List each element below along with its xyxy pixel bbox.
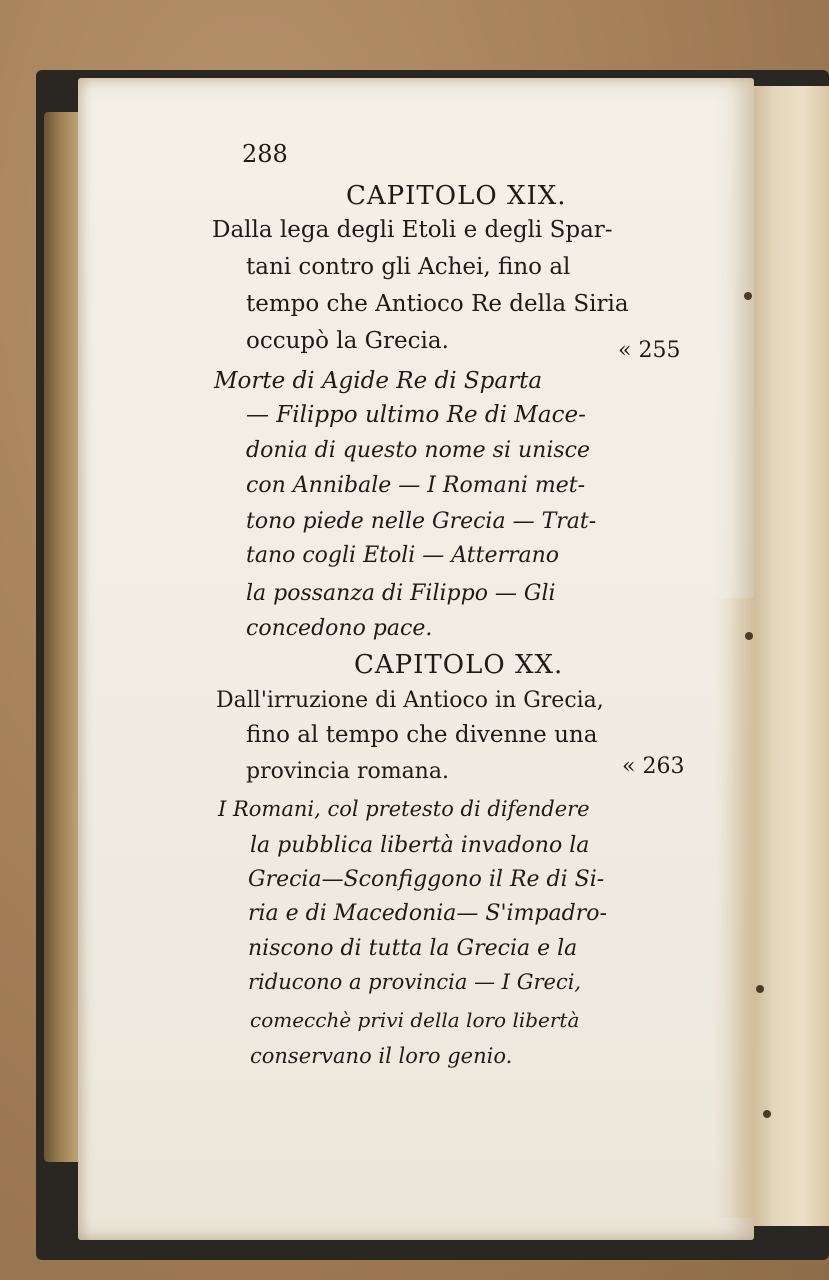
chapter-summary-line: la possanza di Filippo — Gli (246, 581, 556, 606)
chapter-summary-line: comecchè privi della loro libertà (250, 1008, 580, 1032)
chapter-page-ref: « 263 (622, 754, 685, 779)
page-stain (714, 598, 754, 1218)
binding-stitch (763, 1110, 771, 1118)
chapter-page-ref: « 255 (618, 338, 681, 363)
chapter-summary-line: I Romani, col pretesto di difendere (218, 797, 590, 821)
chapter-summary-line: conservano il loro genio. (250, 1044, 513, 1068)
chapter-summary-line: Grecia—Sconfiggono il Re di Si- (248, 867, 605, 892)
chapter-title-line: provincia romana. (246, 759, 449, 784)
chapter-summary-line: concedono pace. (246, 616, 433, 641)
chapter-heading: CAPITOLO XIX. (346, 181, 567, 211)
chapter-summary-line: — Filippo ultimo Re di Mace- (246, 402, 586, 428)
binding-stitch (744, 292, 752, 300)
chapter-summary-line: riducono a provincia — I Greci, (248, 970, 582, 994)
chapter-summary-line: la pubblica libertà invadono la (250, 833, 590, 858)
chapter-title-line: tani contro gli Achei, fino al (246, 254, 571, 280)
chapter-title-line: Dall'irruzione di Antioco in Grecia, (216, 688, 604, 713)
chapter-summary-line: donia di questo nome si unisce (246, 438, 591, 463)
chapter-title-line: occupò la Grecia. (246, 328, 449, 354)
chapter-summary-line: niscono di tutta la Grecia e la (248, 936, 578, 961)
chapter-title-line: fino al tempo che divenne una (246, 722, 598, 748)
chapter-summary-line: con Annibale — I Romani met- (246, 473, 586, 498)
chapter-title-line: tempo che Antioco Re della Siria (246, 291, 629, 317)
binding-stitch (745, 632, 753, 640)
chapter-summary-line: tono piede nelle Grecia — Trat- (246, 509, 597, 534)
binding-stitch (756, 985, 764, 993)
facing-page-edge (744, 86, 829, 1226)
chapter-summary-line: ria e di Macedonia— S'impadro- (248, 901, 607, 926)
chapter-summary-line: Morte di Agide Re di Sparta (214, 368, 543, 394)
chapter-heading: CAPITOLO XX. (354, 650, 564, 680)
page-number: 288 (242, 140, 288, 168)
chapter-title-line: Dalla lega degli Etoli e degli Spar- (212, 217, 613, 243)
chapter-summary-line: tano cogli Etoli — Atterrano (246, 543, 560, 568)
